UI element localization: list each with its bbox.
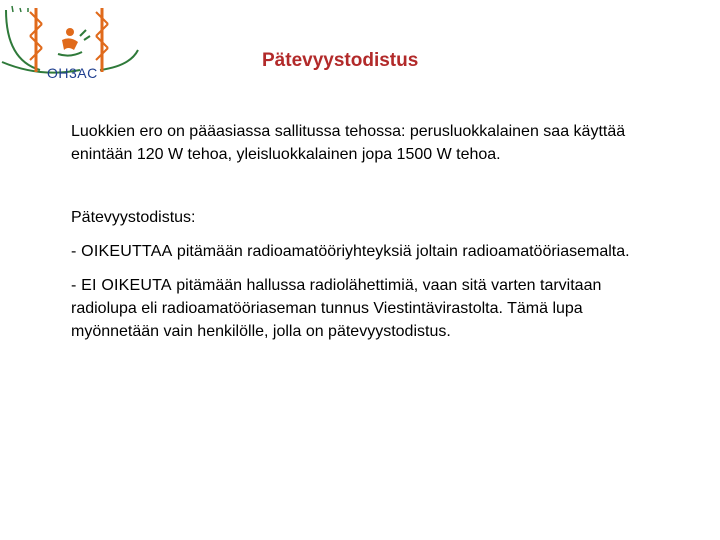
- slide-body: [71, 120, 661, 343]
- list-item-entitles: [71, 240, 661, 263]
- list-item-not-entitles-prefix: - EI OIKEUTA: [71, 277, 172, 294]
- logo: [0, 0, 150, 92]
- logo-text: OH3AC: [47, 65, 98, 81]
- page-title: Pätevyystodistus: [262, 50, 419, 71]
- list-item-entitles-prefix: - OIKEUTTAA: [71, 243, 173, 260]
- certificate-heading: Pätevyystodistus:: [71, 209, 196, 226]
- list-item-entitles-text: pitämään radioamatööriyhteyksiä joltain radioamatööriasemalta.: [172, 243, 630, 260]
- intro-paragraph: Luokkien ero on pääasiassa sallitussa tehossa: perusluokkalainen saa käyttää enintään 120 W tehoa, yleisluokkalainen jopa 1500 W tehoa.: [71, 123, 626, 163]
- list-item-not-entitles: [71, 274, 661, 343]
- list-item-not-entitles-text: pitämään hallussa radiolähettimiä, vaan sitä varten tarvitaan radiolupa eli radioamatööriaseman tunnus Viestintävirastolta. Tämä lupa myönnetään vain henkilölle, jolla on pätevyystodistus.: [71, 277, 602, 340]
